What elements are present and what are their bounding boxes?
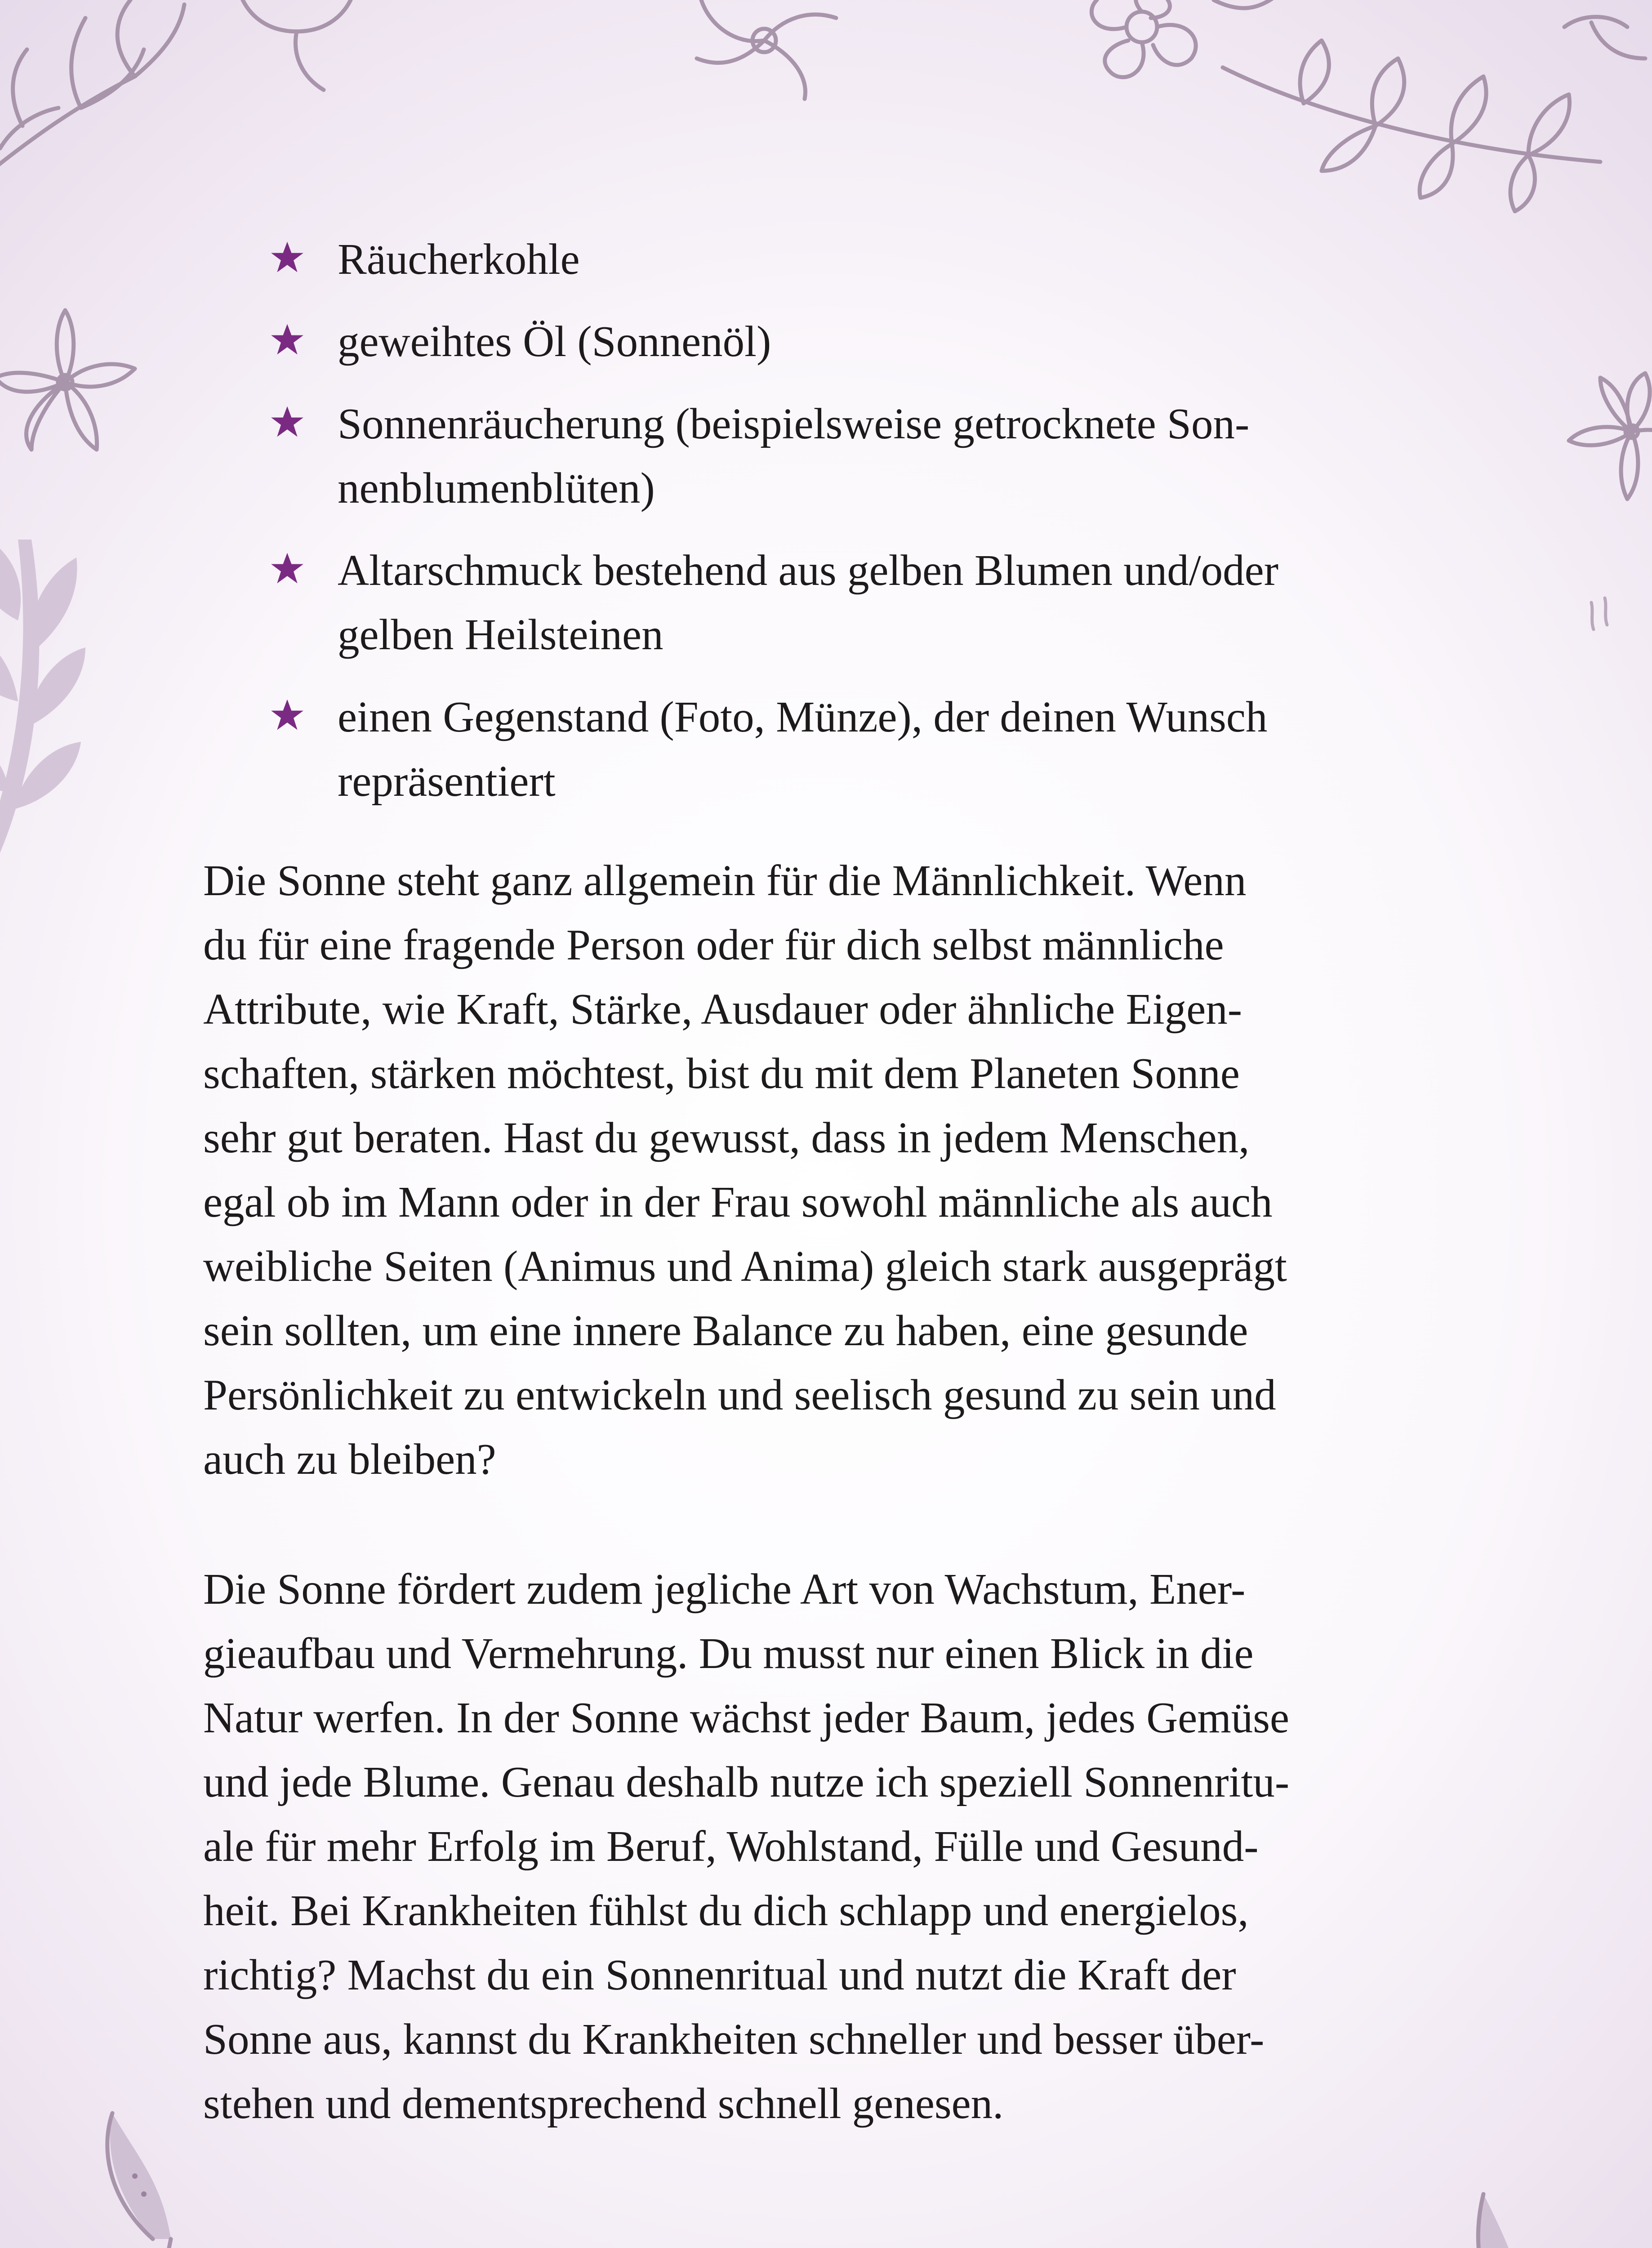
star-icon xyxy=(270,686,305,721)
star-icon xyxy=(270,539,305,574)
list-item xyxy=(270,309,1420,374)
list-item xyxy=(270,227,1420,291)
flower-icon xyxy=(1569,373,1652,499)
star-icon xyxy=(270,228,305,263)
body-paragraph: Die Sonne steht ganz allgemein für die Männlichkeit. Wenn du für eine fragende Person oder für dich selbst männliche Attribute, wie Kraft, Stärke, Ausdauer oder ähnliche Eigen- schaften, stärken möchtest, bist du mit dem Planeten Sonne sehr gut beraten. Hast du gewusst, dass in jedem Menschen, egal ob im Mann oder in der Frau sowohl männliche als auch weibliche Seiten (Animus und Anima) gleich stark ausgeprägt sein sollten, um eine innere Balance zu haben, eine gesunde Persönlichkeit zu entwickeln und seelisch gesund zu sein und auch zu bleiben? xyxy=(203,856,1287,1483)
list-item xyxy=(270,392,1420,520)
decor-stroke xyxy=(1605,598,1607,625)
list-item-text: Altarschmuck bestehend aus gelben Blumen und/oder gelben Heilsteinen xyxy=(338,546,1279,659)
flower-icon xyxy=(1091,0,1277,77)
list-item-text: geweihtes Öl (Sonnenöl) xyxy=(338,317,771,366)
leaf-silhouette-icon xyxy=(0,535,85,863)
list-item-text: einen Gegenstand (Foto, Münze), der deinen Wunsch repräsentiert xyxy=(338,693,1268,805)
branch-icon xyxy=(1223,17,1645,212)
list-item xyxy=(270,538,1420,667)
flower-icon xyxy=(243,0,836,99)
list-item-text: Räucherkohle xyxy=(338,235,580,283)
star-icon xyxy=(270,310,305,345)
decor-stroke xyxy=(1591,602,1594,629)
candle-icon xyxy=(1416,2194,1652,2248)
list-item-text: Sonnenräucherung (beispielsweise getrocknete Son- nenblumenblüten) xyxy=(338,400,1250,512)
star-icon xyxy=(270,393,305,428)
flower-icon xyxy=(0,310,135,450)
leaf-icon xyxy=(0,0,184,171)
supply-list xyxy=(270,227,1420,831)
list-item xyxy=(270,685,1420,813)
body-paragraph: Die Sonne fördert zudem jegliche Art von Wachstum, Ener- gieaufbau und Vermehrung. Du musst nur einen Blick in die Natur werfen. In der Sonne wächst jeder Baum, jedes Gemüse und jede Blume. Genau deshalb nutze ich speziell Sonnenritu- ale für mehr Erfolg im Beruf, Wohlstand, Fülle und Gesund- heit. Bei Krankheiten fühlst du dich schlapp und energielos, richtig? Machst du ein Sonnenritual und nutzt die Kraft der Sonne aus, kannst du Krankheiten schneller und besser über- stehen und dementsprechend schnell genesen. xyxy=(203,1565,1290,2128)
